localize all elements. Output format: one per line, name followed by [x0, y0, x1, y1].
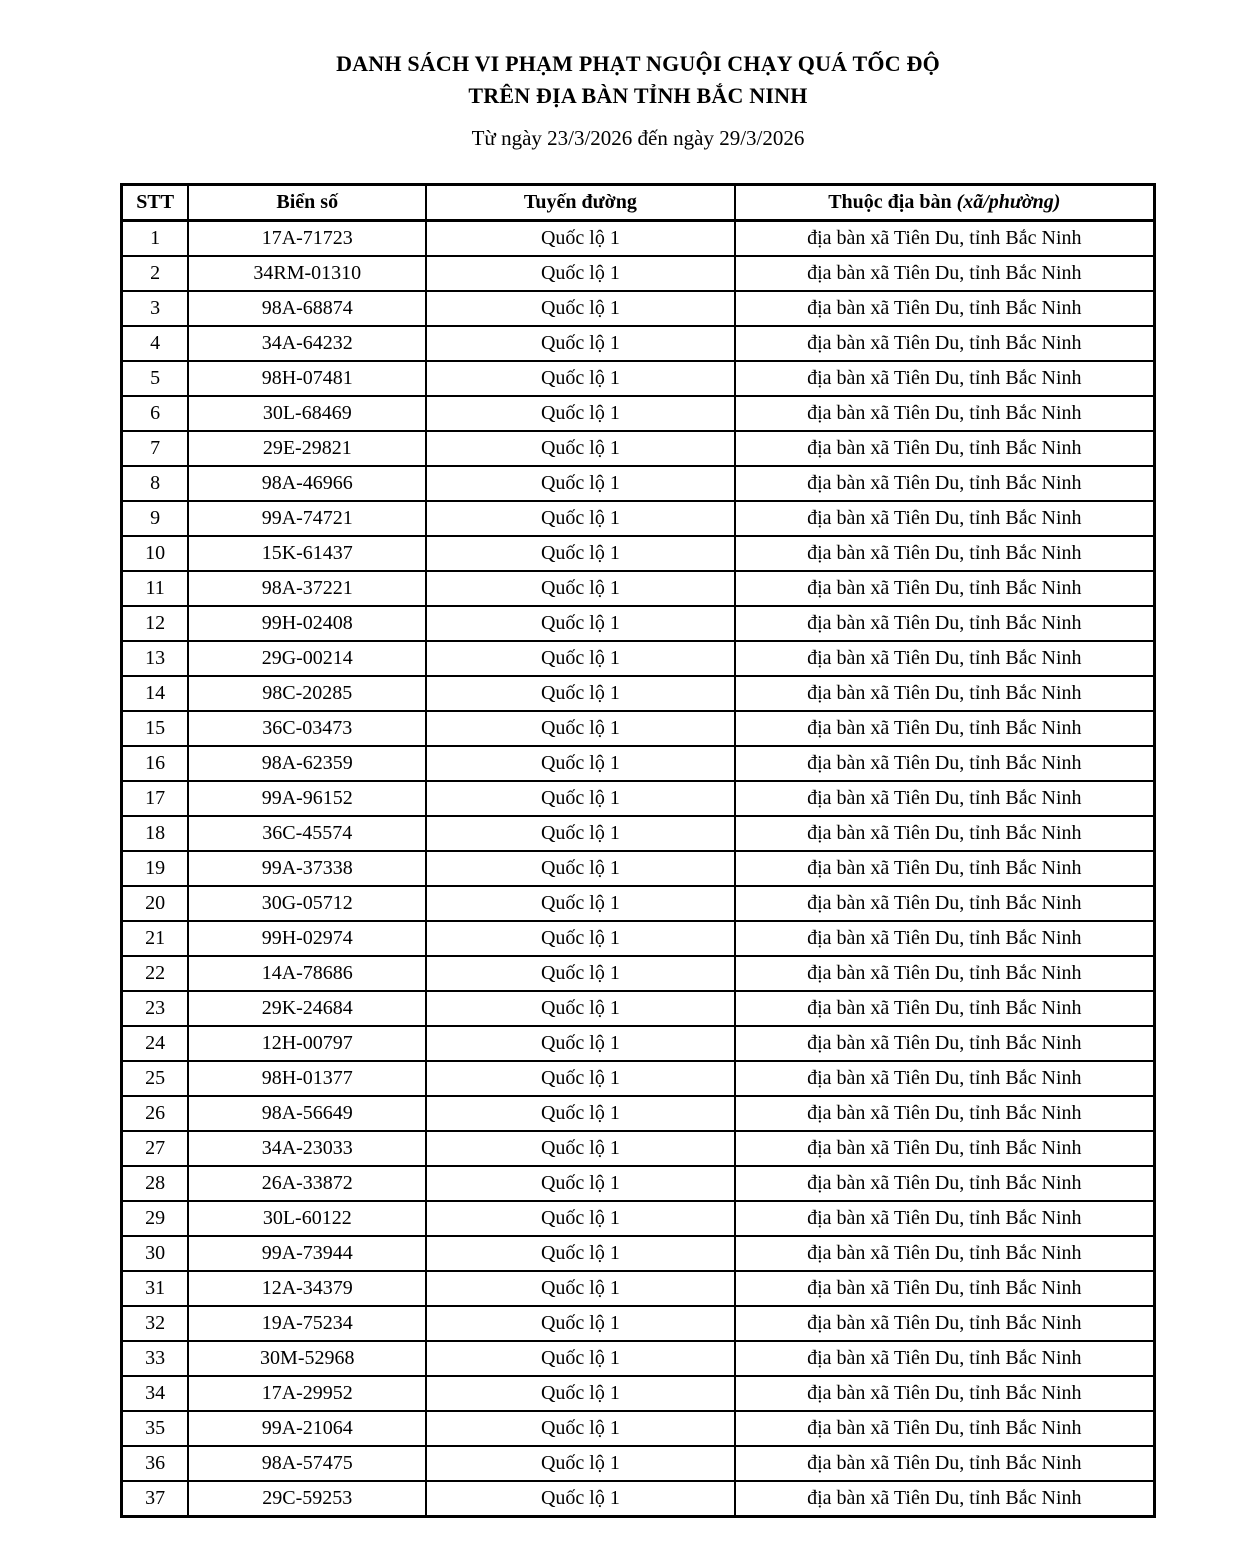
table-row	[122, 781, 1155, 816]
area-cell: địa bàn xã Tiên Du, tỉnh Bắc Ninh	[735, 361, 1155, 396]
table-row	[122, 956, 1155, 991]
road-cell: Quốc lộ 1	[426, 1446, 734, 1481]
violations-table-body	[122, 220, 1155, 1516]
table-row	[122, 256, 1155, 291]
table-row	[122, 1131, 1155, 1166]
area-cell: địa bàn xã Tiên Du, tỉnh Bắc Ninh	[735, 1096, 1155, 1131]
plate-cell: 26A-33872	[188, 1166, 426, 1201]
row-index-cell: 6	[122, 396, 189, 431]
header-plate: Biển số	[188, 184, 426, 220]
row-index-cell: 22	[122, 956, 189, 991]
row-index-cell: 5	[122, 361, 189, 396]
table-row	[122, 1201, 1155, 1236]
row-index-cell: 19	[122, 851, 189, 886]
document-title-line2: TRÊN ĐỊA BÀN TỈNH BẮC NINH	[468, 82, 808, 108]
area-cell: địa bàn xã Tiên Du, tỉnh Bắc Ninh	[735, 396, 1155, 431]
plate-cell: 30L-68469	[188, 396, 426, 431]
table-row	[122, 886, 1155, 921]
plate-cell: 17A-71723	[188, 220, 426, 256]
area-cell: địa bàn xã Tiên Du, tỉnh Bắc Ninh	[735, 781, 1155, 816]
table-row	[122, 641, 1155, 676]
road-cell: Quốc lộ 1	[426, 361, 734, 396]
road-cell: Quốc lộ 1	[426, 1306, 734, 1341]
plate-cell: 36C-03473	[188, 711, 426, 746]
area-cell: địa bàn xã Tiên Du, tỉnh Bắc Ninh	[735, 326, 1155, 361]
area-cell: địa bàn xã Tiên Du, tỉnh Bắc Ninh	[735, 1236, 1155, 1271]
row-index-cell: 17	[122, 781, 189, 816]
road-cell: Quốc lộ 1	[426, 676, 734, 711]
area-cell: địa bàn xã Tiên Du, tỉnh Bắc Ninh	[735, 641, 1155, 676]
table-row	[122, 536, 1155, 571]
road-cell: Quốc lộ 1	[426, 1271, 734, 1306]
plate-cell: 98A-56649	[188, 1096, 426, 1131]
area-cell: địa bàn xã Tiên Du, tỉnh Bắc Ninh	[735, 291, 1155, 326]
row-index-cell: 37	[122, 1481, 189, 1517]
header-area-suffix: (xã/phường)	[956, 190, 1061, 213]
row-index-cell: 35	[122, 1411, 189, 1446]
road-cell: Quốc lộ 1	[426, 220, 734, 256]
road-cell: Quốc lộ 1	[426, 1061, 734, 1096]
road-cell: Quốc lộ 1	[426, 1026, 734, 1061]
table-row	[122, 851, 1155, 886]
area-cell: địa bàn xã Tiên Du, tỉnh Bắc Ninh	[735, 1166, 1155, 1201]
row-index-cell: 28	[122, 1166, 189, 1201]
table-row	[122, 676, 1155, 711]
header-stt: STT	[122, 184, 189, 220]
road-cell: Quốc lộ 1	[426, 606, 734, 641]
plate-cell: 30L-60122	[188, 1201, 426, 1236]
road-cell: Quốc lộ 1	[426, 431, 734, 466]
row-index-cell: 11	[122, 571, 189, 606]
road-cell: Quốc lộ 1	[426, 921, 734, 956]
plate-cell: 15K-61437	[188, 536, 426, 571]
table-row	[122, 501, 1155, 536]
row-index-cell: 12	[122, 606, 189, 641]
area-cell: địa bàn xã Tiên Du, tỉnh Bắc Ninh	[735, 676, 1155, 711]
row-index-cell: 27	[122, 1131, 189, 1166]
row-index-cell: 29	[122, 1201, 189, 1236]
road-cell: Quốc lộ 1	[426, 781, 734, 816]
area-cell: địa bàn xã Tiên Du, tỉnh Bắc Ninh	[735, 1306, 1155, 1341]
table-row	[122, 1026, 1155, 1061]
document-content	[120, 0, 1156, 1518]
plate-cell: 98A-62359	[188, 746, 426, 781]
table-row	[122, 466, 1155, 501]
plate-cell: 99A-73944	[188, 1236, 426, 1271]
table-row	[122, 1341, 1155, 1376]
plate-cell: 99H-02974	[188, 921, 426, 956]
plate-cell: 98C-20285	[188, 676, 426, 711]
road-cell: Quốc lộ 1	[426, 991, 734, 1026]
road-cell: Quốc lộ 1	[426, 571, 734, 606]
row-index-cell: 21	[122, 921, 189, 956]
plate-cell: 14A-78686	[188, 956, 426, 991]
road-cell: Quốc lộ 1	[426, 1096, 734, 1131]
plate-cell: 17A-29952	[188, 1376, 426, 1411]
road-cell: Quốc lộ 1	[426, 641, 734, 676]
header-road: Tuyến đường	[426, 184, 734, 220]
plate-cell: 29E-29821	[188, 431, 426, 466]
plate-cell: 19A-75234	[188, 1306, 426, 1341]
document-title-line1: DANH SÁCH VI PHẠM PHẠT NGUỘI CHẠY QUÁ TỐC ĐỘ	[336, 51, 940, 76]
road-cell: Quốc lộ 1	[426, 1376, 734, 1411]
plate-cell: 98A-46966	[188, 466, 426, 501]
table-row	[122, 746, 1155, 781]
area-cell: địa bàn xã Tiên Du, tỉnh Bắc Ninh	[735, 606, 1155, 641]
row-index-cell: 8	[122, 466, 189, 501]
area-cell: địa bàn xã Tiên Du, tỉnh Bắc Ninh	[735, 1411, 1155, 1446]
table-row	[122, 396, 1155, 431]
table-row	[122, 431, 1155, 466]
table-row	[122, 606, 1155, 641]
row-index-cell: 34	[122, 1376, 189, 1411]
area-cell: địa bàn xã Tiên Du, tỉnh Bắc Ninh	[735, 921, 1155, 956]
road-cell: Quốc lộ 1	[426, 326, 734, 361]
plate-cell: 99A-74721	[188, 501, 426, 536]
plate-cell: 98A-68874	[188, 291, 426, 326]
road-cell: Quốc lộ 1	[426, 711, 734, 746]
area-cell: địa bàn xã Tiên Du, tỉnh Bắc Ninh	[735, 1481, 1155, 1517]
area-cell: địa bàn xã Tiên Du, tỉnh Bắc Ninh	[735, 1061, 1155, 1096]
plate-cell: 12H-00797	[188, 1026, 426, 1061]
plate-cell: 99H-02408	[188, 606, 426, 641]
road-cell: Quốc lộ 1	[426, 1166, 734, 1201]
plate-cell: 30M-52968	[188, 1341, 426, 1376]
plate-cell: 29C-59253	[188, 1481, 426, 1517]
violations-table-header	[122, 184, 1155, 220]
area-cell: địa bàn xã Tiên Du, tỉnh Bắc Ninh	[735, 851, 1155, 886]
plate-cell: 98H-01377	[188, 1061, 426, 1096]
row-index-cell: 1	[122, 220, 189, 256]
row-index-cell: 30	[122, 1236, 189, 1271]
plate-cell: 34RM-01310	[188, 256, 426, 291]
area-cell: địa bàn xã Tiên Du, tỉnh Bắc Ninh	[735, 991, 1155, 1026]
row-index-cell: 18	[122, 816, 189, 851]
row-index-cell: 26	[122, 1096, 189, 1131]
road-cell: Quốc lộ 1	[426, 1411, 734, 1446]
row-index-cell: 36	[122, 1446, 189, 1481]
plate-cell: 34A-64232	[188, 326, 426, 361]
road-cell: Quốc lộ 1	[426, 1236, 734, 1271]
plate-cell: 98A-57475	[188, 1446, 426, 1481]
row-index-cell: 15	[122, 711, 189, 746]
plate-cell: 36C-45574	[188, 816, 426, 851]
table-row	[122, 1271, 1155, 1306]
row-index-cell: 25	[122, 1061, 189, 1096]
plate-cell: 29K-24684	[188, 991, 426, 1026]
row-index-cell: 10	[122, 536, 189, 571]
row-index-cell: 16	[122, 746, 189, 781]
road-cell: Quốc lộ 1	[426, 466, 734, 501]
table-row	[122, 571, 1155, 606]
row-index-cell: 13	[122, 641, 189, 676]
plate-cell: 98A-37221	[188, 571, 426, 606]
area-cell: địa bàn xã Tiên Du, tỉnh Bắc Ninh	[735, 220, 1155, 256]
area-cell: địa bàn xã Tiên Du, tỉnh Bắc Ninh	[735, 501, 1155, 536]
area-cell: địa bàn xã Tiên Du, tỉnh Bắc Ninh	[735, 746, 1155, 781]
header-area-label: Thuộc địa bàn	[828, 190, 952, 213]
road-cell: Quốc lộ 1	[426, 1201, 734, 1236]
road-cell: Quốc lộ 1	[426, 816, 734, 851]
area-cell: địa bàn xã Tiên Du, tỉnh Bắc Ninh	[735, 256, 1155, 291]
date-range: Từ ngày 23/3/2026 đến ngày 29/3/2026	[471, 125, 805, 150]
row-index-cell: 3	[122, 291, 189, 326]
plate-cell: 29G-00214	[188, 641, 426, 676]
road-cell: Quốc lộ 1	[426, 746, 734, 781]
row-index-cell: 2	[122, 256, 189, 291]
table-row	[122, 1376, 1155, 1411]
header-row	[122, 184, 1155, 220]
area-cell: địa bàn xã Tiên Du, tỉnh Bắc Ninh	[735, 886, 1155, 921]
table-row	[122, 291, 1155, 326]
area-cell: địa bàn xã Tiên Du, tỉnh Bắc Ninh	[735, 571, 1155, 606]
road-cell: Quốc lộ 1	[426, 291, 734, 326]
header-area	[735, 184, 1155, 220]
road-cell: Quốc lộ 1	[426, 956, 734, 991]
table-row	[122, 1481, 1155, 1517]
row-index-cell: 23	[122, 991, 189, 1026]
table-row	[122, 361, 1155, 396]
area-cell: địa bàn xã Tiên Du, tỉnh Bắc Ninh	[735, 1446, 1155, 1481]
table-row	[122, 326, 1155, 361]
road-cell: Quốc lộ 1	[426, 256, 734, 291]
area-cell: địa bàn xã Tiên Du, tỉnh Bắc Ninh	[735, 1131, 1155, 1166]
plate-cell: 99A-37338	[188, 851, 426, 886]
table-row	[122, 816, 1155, 851]
area-cell: địa bàn xã Tiên Du, tỉnh Bắc Ninh	[735, 1376, 1155, 1411]
plate-cell: 34A-23033	[188, 1131, 426, 1166]
row-index-cell: 14	[122, 676, 189, 711]
area-cell: địa bàn xã Tiên Du, tỉnh Bắc Ninh	[735, 711, 1155, 746]
area-cell: địa bàn xã Tiên Du, tỉnh Bắc Ninh	[735, 1201, 1155, 1236]
area-cell: địa bàn xã Tiên Du, tỉnh Bắc Ninh	[735, 816, 1155, 851]
road-cell: Quốc lộ 1	[426, 1341, 734, 1376]
table-row	[122, 1061, 1155, 1096]
road-cell: Quốc lộ 1	[426, 536, 734, 571]
road-cell: Quốc lộ 1	[426, 851, 734, 886]
road-cell: Quốc lộ 1	[426, 886, 734, 921]
plate-cell: 12A-34379	[188, 1271, 426, 1306]
area-cell: địa bàn xã Tiên Du, tỉnh Bắc Ninh	[735, 956, 1155, 991]
row-index-cell: 9	[122, 501, 189, 536]
table-row	[122, 991, 1155, 1026]
road-cell: Quốc lộ 1	[426, 396, 734, 431]
row-index-cell: 7	[122, 431, 189, 466]
table-row	[122, 921, 1155, 956]
area-cell: địa bàn xã Tiên Du, tỉnh Bắc Ninh	[735, 1341, 1155, 1376]
title-block	[120, 0, 1156, 151]
violations-table	[120, 183, 1156, 1518]
plate-cell: 99A-96152	[188, 781, 426, 816]
row-index-cell: 32	[122, 1306, 189, 1341]
table-row	[122, 1446, 1155, 1481]
area-cell: địa bàn xã Tiên Du, tỉnh Bắc Ninh	[735, 431, 1155, 466]
row-index-cell: 33	[122, 1341, 189, 1376]
road-cell: Quốc lộ 1	[426, 501, 734, 536]
plate-cell: 30G-05712	[188, 886, 426, 921]
plate-cell: 99A-21064	[188, 1411, 426, 1446]
row-index-cell: 4	[122, 326, 189, 361]
road-cell: Quốc lộ 1	[426, 1131, 734, 1166]
area-cell: địa bàn xã Tiên Du, tỉnh Bắc Ninh	[735, 466, 1155, 501]
table-row	[122, 1236, 1155, 1271]
row-index-cell: 31	[122, 1271, 189, 1306]
area-cell: địa bàn xã Tiên Du, tỉnh Bắc Ninh	[735, 536, 1155, 571]
table-row	[122, 711, 1155, 746]
plate-cell: 98H-07481	[188, 361, 426, 396]
table-row	[122, 1096, 1155, 1131]
row-index-cell: 24	[122, 1026, 189, 1061]
road-cell: Quốc lộ 1	[426, 1481, 734, 1517]
row-index-cell: 20	[122, 886, 189, 921]
table-row	[122, 1306, 1155, 1341]
area-cell: địa bàn xã Tiên Du, tỉnh Bắc Ninh	[735, 1271, 1155, 1306]
area-cell: địa bàn xã Tiên Du, tỉnh Bắc Ninh	[735, 1026, 1155, 1061]
table-row	[122, 1411, 1155, 1446]
table-row	[122, 220, 1155, 256]
table-row	[122, 1166, 1155, 1201]
